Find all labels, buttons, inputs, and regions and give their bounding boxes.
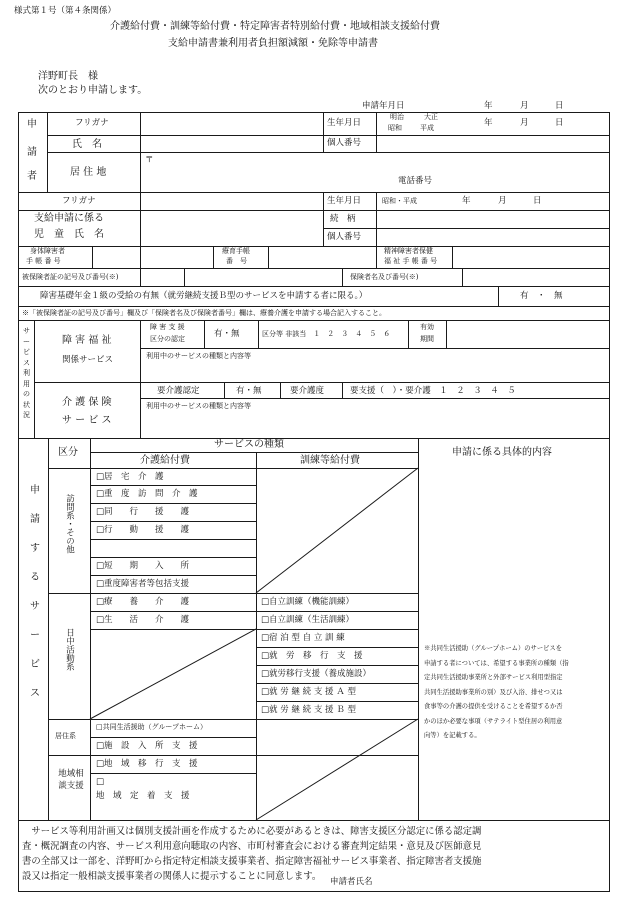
dob-year: 年 xyxy=(484,118,493,128)
group-home-note: ※共同生活援助（グループホーム）のサービスを 申請する者については、希望する事業所の種類（指 定共同生活援助事業所と外部サービス利用型指定 共同生活援助事業所の別）及び入浴、排せつ又は 食事等の介護の提供を受けることを希望するか否 かのほか必要な事項（サテライト型住居の利用意 向等）を記載する。 xyxy=(424,645,569,739)
applicant-dob-label: 生年月日 xyxy=(327,118,362,128)
welfare-label-2: 関係サービス xyxy=(62,355,114,365)
svc-home-1[interactable]: □居 宅 介 護 xyxy=(96,472,164,482)
app-day: 日 xyxy=(555,101,564,111)
group-home: 訪問系・その他 xyxy=(64,494,75,554)
mental-cert-2: 福 祉 手 帳 番 号 xyxy=(384,257,438,265)
child-dob-label: 生年月日 xyxy=(327,196,362,206)
child-id-label: 個人番号 xyxy=(327,232,362,242)
svc-day-kunren-4[interactable]: □就 労 移 行 支 援 xyxy=(261,651,363,661)
form-title-1: 介護給付費・訓練等給付費・特定障害者特別給付費・地域相談支援給付費 xyxy=(110,21,440,32)
care-label-2: サ ー ビ ス xyxy=(62,415,112,426)
child-era: 昭和・平成 xyxy=(382,197,417,205)
child-dob-year: 年 xyxy=(462,196,471,206)
svc-day-kunren-5[interactable]: □就労移行支援（養成施設） xyxy=(261,669,372,679)
physical-cert-1: 身体障害者 xyxy=(30,247,65,255)
applicant-side-3: 者 xyxy=(27,171,37,182)
welfare-content: 利用中のサービスの種類と内容等 xyxy=(146,352,251,360)
kaigo-header: 介護給付費 xyxy=(140,455,190,466)
welfare-label-1: 障 害 福 祉 xyxy=(62,335,112,346)
intro-text: 次のとおり申請します。 xyxy=(38,85,148,96)
svc-home-4[interactable]: □行 動 援 護 xyxy=(96,525,190,535)
insurer-label: 保険者名及び番号(※) xyxy=(350,273,419,281)
svc-home-6[interactable]: □短 期 入 所 xyxy=(96,561,190,571)
svc-day-kunren-6[interactable]: □就 労 継 続 支 援 Ａ 型 xyxy=(261,687,356,697)
insurance-number-label: 被保険者証の記号及び番号(※) xyxy=(22,273,119,281)
svc-day-kunren-1[interactable]: □自立訓練（機能訓練） xyxy=(261,597,355,607)
era-meiji: 明治 xyxy=(390,113,404,121)
kunren-header: 訓練等給付費 xyxy=(300,455,360,466)
signature-label: 申請者氏名 xyxy=(330,877,373,887)
group-residential: 居住系 xyxy=(55,732,76,740)
era-taisho: 大正 xyxy=(424,113,438,121)
child-dob-month: 月 xyxy=(498,196,507,206)
pension-yes-no: 有 ・ 無 xyxy=(520,291,563,301)
applicant-side-1: 申 xyxy=(27,119,37,130)
kubun-header: 区分 xyxy=(58,447,78,458)
svc-home-7[interactable]: □重度障害者等包括支援 xyxy=(96,579,190,589)
pension-question: 障害基礎年金１級の受給の有無（就労継続支援Ｂ型のサービスを申請する者に限る。） xyxy=(40,291,368,301)
applicant-name-label: 氏 名 xyxy=(72,139,102,150)
form-number: 様式第１号（第４条関係） xyxy=(14,6,117,16)
child-label-1: 支給申請に係る xyxy=(34,213,104,224)
application-date-label: 申請年月日 xyxy=(362,101,405,111)
child-furigana-label: フリガナ xyxy=(62,196,96,206)
need-cert-label: 要介護認定 xyxy=(157,386,200,396)
valid-label-2: 期間 xyxy=(420,335,434,343)
svc-area-1[interactable]: □地 域 移 行 支 援 xyxy=(96,759,198,769)
dob-day: 日 xyxy=(555,118,564,128)
svc-day-kunren-2[interactable]: □自立訓練（生活訓練） xyxy=(261,615,355,625)
svc-res-1[interactable]: □共同生活援助（グループホーム） xyxy=(96,723,208,731)
svc-day-kaigo-1[interactable]: □療 養 介 護 xyxy=(96,597,190,607)
applicant-id-label: 個人番号 xyxy=(327,138,362,148)
svc-day-kaigo-2[interactable]: □生 活 介 護 xyxy=(96,615,190,625)
postal-mark: 〒 xyxy=(145,155,154,165)
group-area: 地域相談支援 xyxy=(58,769,84,791)
ryoiku-cert-1: 療育手帳 xyxy=(222,247,250,255)
svc-day-kunren-7[interactable]: □就 労 継 続 支 援 Ｂ 型 xyxy=(261,705,356,715)
form-title-2: 支給申請書兼利用者負担額減額・免除等申請書 xyxy=(168,38,378,49)
app-year: 年 xyxy=(484,101,493,111)
care-content: 利用中のサービスの種類と内容等 xyxy=(146,402,251,410)
dob-month: 月 xyxy=(520,118,529,128)
app-month: 月 xyxy=(520,101,529,111)
types-header: サービスの種類 xyxy=(214,439,284,450)
applicant-side-2: 請 xyxy=(27,147,37,158)
svc-res-2[interactable]: □施 設 入 所 支 援 xyxy=(96,741,198,751)
usage-side-label: サ ー ビ ス 利 用 の 状 況 xyxy=(23,327,30,419)
applicant-furigana-label: フリガナ xyxy=(75,118,109,128)
ryoiku-cert-2: 番 号 xyxy=(226,257,247,265)
era-showa: 昭和 xyxy=(388,124,402,132)
care-label-1: 介 護 保 険 xyxy=(62,397,112,408)
valid-label-1: 有効 xyxy=(420,323,434,331)
need-level-label: 要介護度 xyxy=(290,386,325,396)
mental-cert-1: 精神障害者保健 xyxy=(384,247,433,255)
support-cert-2: 区分の認定 xyxy=(150,335,185,343)
need-cert-yn: 有・無 xyxy=(236,386,262,396)
svc-area-checkbox[interactable]: □ xyxy=(96,777,105,787)
svc-home-3[interactable]: □同 行 援 護 xyxy=(96,507,190,517)
applicant-address-label: 居 住 地 xyxy=(70,167,107,178)
phone-label: 電話番号 xyxy=(398,176,433,186)
svc-day-kunren-3[interactable]: □宿 泊 型 自 立 訓 練 xyxy=(261,633,345,643)
era-heisei: 平成 xyxy=(420,124,434,132)
svc-home-2[interactable]: □重 度 訪 問 介 護 xyxy=(96,489,198,499)
addressee: 洋野町長 様 xyxy=(38,71,98,82)
child-dob-day: 日 xyxy=(533,196,542,206)
physical-cert-2: 手 帳 番 号 xyxy=(26,257,61,265)
support-cert-1: 障 害 支 援 xyxy=(150,323,185,331)
group-day: 日中活動系 xyxy=(64,628,75,671)
support-cert-yn: 有・無 xyxy=(214,329,240,339)
services-side-label: 申 請 す る サ ー ビ ス xyxy=(30,485,40,699)
support-category: 区分等 非該当 １ ２ ３ ４ ５ ６ xyxy=(262,330,391,338)
consent-text: サービス等利用計画又は個別支援計画を作成するために必要があるときは、障害支援区分認定に係る認定調 査・概況調査の内容、サービス利用意向聴取の内容、市町村審査会における審査判定結果・意見及び医師意見 書の全部又は一部を、洋野町から指定特定相談支援事業者、指定障害福祉サービス事業者、指定障害者支援施 設又は指定一般相談支援事業者の関係人に提示することに同意します。 xyxy=(22,826,482,882)
svc-area-2: 地 域 定 着 支 援 xyxy=(96,791,190,801)
support-level: 要支援（ ）・要介護 １ ２ ３ ４ ５ xyxy=(350,386,516,396)
child-label-2: 児 童 氏 名 xyxy=(34,229,104,240)
child-relation-label: 続 柄 xyxy=(330,214,356,224)
detail-header: 申請に係る具体的内容 xyxy=(452,447,552,458)
note-insurance: ※「被保険者証の記号及び番号」欄及び「保険者名及び保険者番号」欄は、療養介護を申請する場合記入すること。 xyxy=(22,309,386,317)
